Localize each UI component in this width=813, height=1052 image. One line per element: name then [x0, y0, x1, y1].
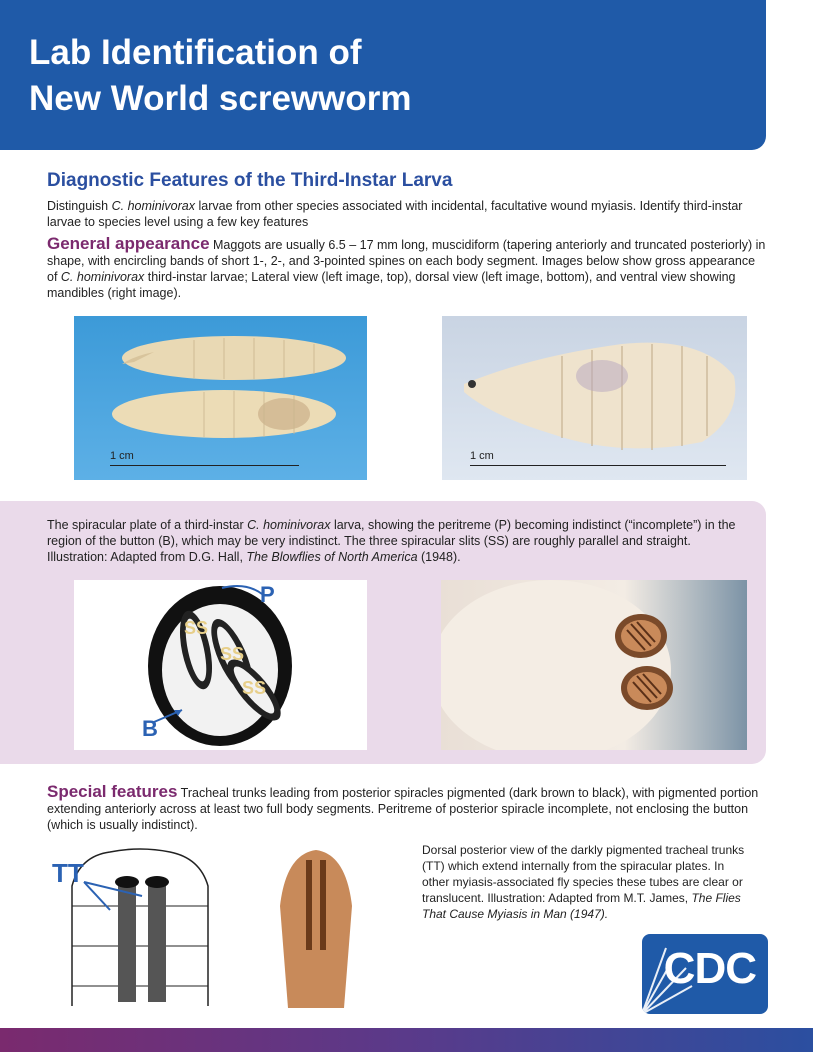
general-appearance-heading: General appearance — [47, 234, 210, 253]
special-features-paragraph — [47, 784, 767, 833]
spiracle-photo-drawing — [441, 580, 747, 750]
label-slit-2: SS — [220, 644, 245, 664]
page-title-line1: Lab Identification of — [29, 33, 362, 72]
spiracular-plate-illustration — [74, 580, 367, 750]
footer-bar — [0, 1028, 813, 1052]
page-title — [29, 30, 412, 122]
spiracle-text-c: (1948). — [417, 550, 461, 564]
spiracle-paragraph — [47, 517, 747, 565]
tracheal-trunks-caption — [422, 842, 752, 922]
larvae-lateral-dorsal-photo — [74, 316, 367, 480]
scale-label-left: 1 cm — [110, 450, 134, 462]
label-slit-3: SS — [242, 678, 267, 698]
intro-paragraph — [47, 198, 767, 230]
intro-text-a: Distinguish — [47, 199, 112, 213]
scale-bar-left — [110, 465, 299, 466]
label-peritreme: P — [260, 582, 275, 607]
label-slit-1: SS — [184, 618, 209, 638]
header-banner — [0, 0, 766, 150]
page-title-line2: New World screwworm — [29, 79, 412, 118]
label-button: B — [142, 716, 158, 741]
general-text-b: third-instar larvae; Lateral view (left image, top), dorsal view (left image, bottom), and ventral view showing mandibles (right image). — [47, 270, 736, 300]
general-appearance-paragraph — [47, 236, 767, 301]
cdc-logo-text: CDC — [663, 944, 756, 993]
tracheal-trunks-photo — [262, 846, 370, 1008]
caption-source-title: The Flies That Cause Myiasis in Man (1947). — [422, 891, 741, 921]
spiracle-source-title: The Blowflies of North America — [246, 550, 418, 564]
larva-ventral-photo — [442, 316, 747, 480]
intro-text-b: larvae from other species associated with incidental, facultative wound myiasis. Identify third-instar larvae to species level using a few key features — [47, 199, 743, 229]
special-features-text: Tracheal trunks leading from posterior spiracles pigmented (dark brown to black), with pigmented portion extending anteriorly across at least two full body segments. Peritreme of posterior spiracle incomplete, not enclosing the button (which is usually indistinct). — [47, 786, 759, 832]
spiracle-species: C. hominivorax — [247, 518, 331, 532]
spiracle-text-b: larva, showing the peritreme (P) becoming indistinct (“incomplete”) in the region of the button (B), which may be very indistinct. The three spiracular slits (SS) are roughly parallel and straight. Illustration: Adapted from D.G. Hall, — [47, 518, 736, 564]
tracheal-trunks-illustration — [50, 846, 222, 1008]
scale-bar-right — [470, 465, 726, 466]
spiracle-photo — [441, 580, 747, 750]
general-text-a: Maggots are usually 6.5 – 17 mm long, muscidiform (tapering anteriorly and truncated posteriorly) in shape, with encircling bands of short 1-, 2-, and 3-pointed spines on each body segment. Images below show gross appearance of — [47, 238, 766, 284]
intro-species: C. hominivorax — [111, 199, 195, 213]
special-features-heading: Special features — [47, 782, 178, 801]
spiracular-plate-drawing — [74, 580, 367, 750]
scale-label-right: 1 cm — [470, 450, 494, 462]
tracheal-trunks-photo-drawing — [262, 846, 370, 1008]
cdc-logo — [642, 934, 768, 1014]
spiracle-text-a: The spiracular plate of a third-instar — [47, 518, 248, 532]
caption-text: Dorsal posterior view of the darkly pigmented tracheal trunks (TT) which extend internally from the spiracular plates. In other myiasis-associated fly species these tubes are clear or translucent. Illustration: Adapted from M.T. James, — [422, 843, 745, 905]
label-tracheal-trunks: TT — [52, 858, 84, 888]
section-title: Diagnostic Features of the Third-Instar Larva — [47, 170, 453, 191]
general-species: C. hominivorax — [60, 270, 145, 284]
